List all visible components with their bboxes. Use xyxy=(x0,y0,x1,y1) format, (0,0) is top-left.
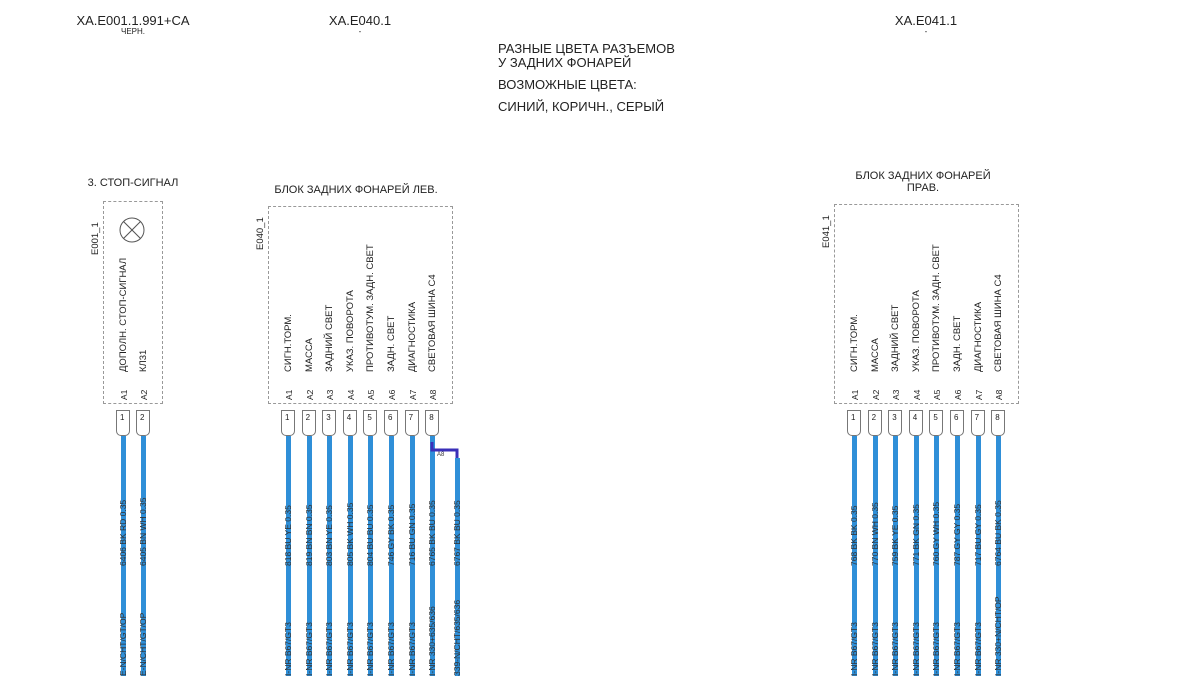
wire-label: 6764 BU BK 0.35 xyxy=(993,500,1004,566)
pin-label: A8 xyxy=(994,389,1005,400)
connector-header-e001 xyxy=(60,14,206,36)
lamp-icon xyxy=(117,215,147,245)
wire-label: 805 BK WH 0.35 xyxy=(344,502,355,566)
harness-label: I-NR B67/GT3 xyxy=(910,622,921,676)
pin-label: A7 xyxy=(407,389,418,400)
pin-function-label: СИГН.ТОРМ. xyxy=(283,314,294,372)
connector-header-e040 xyxy=(310,14,410,36)
terminal-pin: 8 xyxy=(425,410,439,436)
wire-label: 771 BK GN 0.35 xyxy=(910,504,921,566)
pin-function-label: ДИАГНОСТИКА xyxy=(972,301,984,372)
terminal-pin: 4 xyxy=(909,410,923,436)
terminal-pin: 8 xyxy=(991,410,1005,436)
pin-function-label: ДИАГНОСТИКА xyxy=(406,301,418,372)
terminal-pin: 1 xyxy=(116,410,130,436)
connector-header-e041 xyxy=(876,14,976,36)
pin-function-label: МАССА xyxy=(303,338,315,372)
pin-function-label: СВЕТОВАЯ ШИНА C4 xyxy=(427,274,439,372)
harness-label: I-NR 330+N/CHT/OP xyxy=(993,596,1004,676)
wire-label: 717 BU GY 0.35 xyxy=(972,504,983,566)
wire-label: 804 BU BU 0.35 xyxy=(365,504,376,566)
harness-label: I-NR B67/GT3 xyxy=(365,622,376,676)
pin-label: A2 xyxy=(870,389,881,400)
wire-label: 760 GY WH 0.35 xyxy=(931,501,942,566)
connector-code: XA.E040.1 xyxy=(328,13,392,28)
harness-label: I-NR B67/GT3 xyxy=(283,622,293,676)
harness-label: I-NR B67/GT3 xyxy=(344,622,355,676)
pin-function-label: МАССА xyxy=(869,338,881,372)
component-title: БЛОК ЗАДНИХ ФОНАРЕЙ xyxy=(855,170,991,182)
terminal-pin: 3 xyxy=(322,410,336,436)
wire-label: 770 BN WH 0.35 xyxy=(869,502,880,566)
component-title: 3. СТОП-СИГНАЛ xyxy=(87,177,179,189)
pin-label: A2 xyxy=(304,389,315,400)
harness-label: I-NR B67/GT3 xyxy=(324,622,335,676)
terminal-pin: 2 xyxy=(302,410,316,436)
connector-color-note xyxy=(498,42,675,114)
connector-color: - xyxy=(924,27,928,36)
terminal-pin: 2 xyxy=(136,410,150,436)
splice-label: A8 xyxy=(437,452,445,458)
connector-code: XA.E041.1 xyxy=(894,13,958,28)
terminal-pin: 5 xyxy=(929,410,943,436)
terminal-pin: 6 xyxy=(950,410,964,436)
pin-label: A3 xyxy=(325,389,336,400)
component-id: E001_1 xyxy=(90,222,101,255)
wire-label: 6405 BN WH 0.35 xyxy=(138,497,148,566)
note-line: РАЗНЫЕ ЦВЕТА РАЗЪЕМОВ xyxy=(498,41,675,56)
harness-label: I-NR B67/GT3 xyxy=(303,622,314,676)
pin-function-label: СИГН.ТОРМ. xyxy=(849,314,860,372)
wire-label: 6406 BK RD 0.35 xyxy=(118,499,128,566)
harness-label: I-NR B67/GT3 xyxy=(849,622,859,676)
pin-function-label: ЗАДН. СВЕТ xyxy=(386,315,397,372)
terminal-pin: 7 xyxy=(971,410,985,436)
pin-label: A6 xyxy=(953,389,963,400)
harness-label: I-NR 330+635/636 xyxy=(427,606,438,676)
harness-label: I-NR B67/GT3 xyxy=(952,622,962,676)
component-title: БЛОК ЗАДНИХ ФОНАРЕЙ ЛЕВ. xyxy=(274,184,438,196)
pin-function-label: ПРОТИВОТУМ. ЗАДН. СВЕТ xyxy=(931,244,943,372)
terminal-pin: 1 xyxy=(281,410,295,436)
harness-label: I-NR B67/GT3 xyxy=(406,622,417,676)
component-box-left xyxy=(268,206,453,404)
wire-label: 746 GY BK 0.35 xyxy=(386,504,396,566)
component-id: E041_1 xyxy=(821,215,832,248)
pin-function-label: ЗАДН. СВЕТ xyxy=(952,315,963,372)
connector-color: ЧЕРН. xyxy=(120,27,145,36)
terminal-pin: 4 xyxy=(343,410,357,436)
pin-label: A5 xyxy=(366,389,377,400)
pin-label: A4 xyxy=(345,389,356,400)
harness-label: E-N/CHT/GT/OP xyxy=(118,612,128,676)
pin-label: A7 xyxy=(973,389,984,400)
component-title-2: ПРАВ. xyxy=(906,182,940,194)
wire-label: 6767 BK BU 0.35 xyxy=(452,500,462,566)
terminal-pin: 7 xyxy=(405,410,419,436)
wire-label: 6765 BK BU 0.35 xyxy=(427,500,438,566)
wire-label: 716 BU GN 0.35 xyxy=(406,503,417,566)
terminal-pin: 1 xyxy=(847,410,861,436)
harness-label: I-NR B67/GT3 xyxy=(386,622,396,676)
pin-label: A2 xyxy=(139,389,149,400)
pin-function-label: УКАЗ. ПОВОРОТА xyxy=(910,290,922,372)
pin-label: A3 xyxy=(891,389,902,400)
note-line: У ЗАДНИХ ФОНАРЕЙ xyxy=(498,55,632,70)
pin-function-label: УКАЗ. ПОВОРОТА xyxy=(344,290,356,372)
pin-function-label: КЛ31 xyxy=(138,349,149,372)
pin-function-label: ДОПОЛН. СТОП-СИГНАЛ xyxy=(118,257,129,372)
harness-label: I-NR B67/GT3 xyxy=(931,622,942,676)
note-line: СИНИЙ, КОРИЧН., СЕРЫЙ xyxy=(498,99,665,114)
terminal-pin: 3 xyxy=(888,410,902,436)
pin-function-label: СВЕТОВАЯ ШИНА C4 xyxy=(993,274,1005,372)
component-box-right xyxy=(834,204,1019,404)
pin-label: A1 xyxy=(284,389,294,400)
terminal-pin: 5 xyxy=(363,410,377,436)
harness-label: 339-N/CHT/635/636 xyxy=(452,599,462,676)
component-id: E040_1 xyxy=(255,217,266,250)
connector-code: XA.E001.1.991+CA xyxy=(76,13,190,28)
harness-label: E-N/CHT/GT/OP xyxy=(138,612,148,676)
wire-label: 818 BU YE 0.35 xyxy=(283,505,293,566)
harness-label: I-NR B67/GT3 xyxy=(890,622,901,676)
pin-label: A6 xyxy=(387,389,397,400)
wire-label: 768 BK BK 0.35 xyxy=(849,505,859,566)
terminal-pin: 2 xyxy=(868,410,882,436)
pin-function-label: ПРОТИВОТУМ. ЗАДН. СВЕТ xyxy=(365,244,377,372)
pin-label: A5 xyxy=(932,389,943,400)
pin-label: A8 xyxy=(428,389,439,400)
wire-label: 819 BN BN 0.35 xyxy=(303,504,314,566)
harness-label: I-NR B67/GT3 xyxy=(972,622,983,676)
pin-label: A1 xyxy=(850,389,860,400)
pin-function-label: ЗАДНИЙ СВЕТ xyxy=(324,304,336,372)
connector-color: - xyxy=(358,27,362,36)
harness-label: I-NR B67/GT3 xyxy=(869,622,880,676)
pin-label: A1 xyxy=(119,389,129,400)
note-line: ВОЗМОЖНЫЕ ЦВЕТА: xyxy=(498,77,637,92)
terminal-pin: 6 xyxy=(384,410,398,436)
wire-label: 787 GY GY 0.35 xyxy=(952,503,962,566)
pin-label: A4 xyxy=(911,389,922,400)
wire-label: 759 BK YE 0.35 xyxy=(890,505,901,566)
pin-function-label: ЗАДНИЙ СВЕТ xyxy=(890,304,902,372)
wire-label: 803 BN YE 0.35 xyxy=(324,505,335,566)
